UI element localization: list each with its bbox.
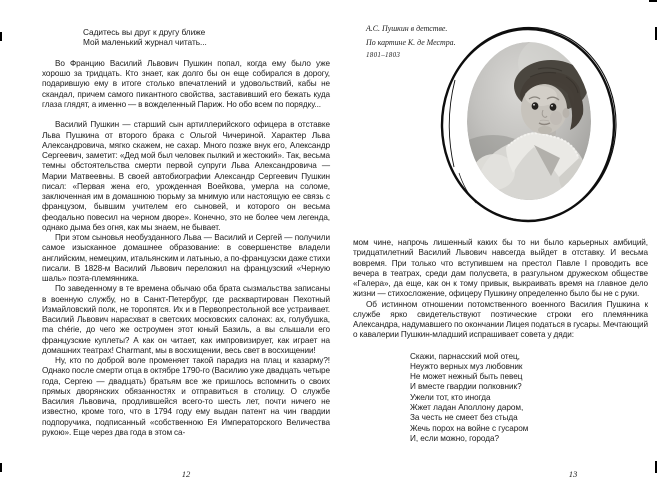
poem-line: За честь не смеет без стыда bbox=[410, 413, 518, 423]
poem-line: Жжет ладан Аполлону даром, bbox=[410, 402, 524, 412]
scan-artifact bbox=[0, 32, 2, 41]
paragraph: Ну, кто по доброй воле променяет такой парадиз на плац и казарму?! Однако после смерти отца в октябре 1790-го (Василию уже двадцать четыре года, Сергею — двадцать) братьям все же пришлось вспомнить о своих прямых дворянских обязанностях и отправиться в столицу. О службе Василия Львовича, продлившейся всего-то шесть лет, почти ничего не известно, кроме того, что в 1794 году ему выдан патент на чин гвардии подпоручика, подписанный «собственною Ея Императорского Величества рукою». Еще через два года в этом са- bbox=[42, 356, 330, 437]
page-left bbox=[42, 24, 330, 438]
paragraph: При этом сыновья необузданного Льва — Василий и Сергей — получили самое изысканное домашнее образование: в совершенстве владели английским, немецким, итальянским и латынью, а по-французски даже стихи писали. В 1828-м Василий Львович переложил на французский «Черную шаль» поэта-племянника. bbox=[42, 233, 330, 284]
poem-line: Не может нежный быть певец bbox=[410, 372, 523, 382]
paragraph: По заведенному в те времена обычаю оба брата сызмальства записаны в военную службу, но в Санкт-Петербург, где расквартирован Пехотный Измайловский полк, не торопятся. Их и в Первопрестольной все устраивает. Василий Львович нарасхват в светских московских салонах: ах, голубушка, ma chérie, до чего же остроумен этот юный Базиль, а вы слышали его французские куплеты? А как он читает, как импровизирует, как играет на домашних театрах! Charmant, мы в восхищении, весь свет в восхищении! bbox=[42, 284, 330, 355]
paragraph: Во Францию Василий Львович Пушкин попал, когда ему было уже хорошо за тридцать. Кто знает, как долго бы он еще собирался в дорогу, подарившую ему в итоге столько впечатлений и удовольствий, кабы не скандал, причем самого пикантного свойства, заставивший его бежать куда глаза глядят, а именно — в вожделенный Париж. Но обо всем по порядку... bbox=[42, 58, 330, 109]
paragraph: мом чине, напрочь лишенный каких бы то ни было карьерных амбиций, тридцатилетний Василий Львович навсегда выйдет в отставку. И весьма вовремя. При только что вступившем на престол Павле I проводить все вечера в театрах, среди дам полусвета, в разгульном дружеском обществе «Галера», да еще, как он к тому привык, выкраивать время на главное дело жизни — стихосложение, офицеру Пушкину определенно было бы не с руки. bbox=[353, 238, 648, 299]
page-number-right: 13 bbox=[568, 469, 578, 479]
poem-line: Жечь порох на войне с гусаром bbox=[410, 423, 529, 433]
page-number-left: 12 bbox=[181, 469, 191, 479]
poem-line: Скажи, парнасский мой отец, bbox=[410, 351, 520, 361]
poem-line: Ужели тот, кто иногда bbox=[410, 392, 491, 402]
poem-line: И, если можно, города? bbox=[410, 433, 499, 443]
scan-artifact bbox=[649, 0, 657, 2]
caption-line: По картине К. де Местра. bbox=[366, 37, 456, 47]
epigraph-line: Садитесь вы друг к другу ближе bbox=[83, 27, 206, 37]
poem-line: И вместе гвардии полковник? bbox=[410, 382, 522, 392]
pushkin-child-portrait bbox=[438, 25, 618, 225]
epigraph-line: Мой маленький журнал читать... bbox=[83, 37, 207, 48]
caption-line: А.С. Пушкин в детстве. bbox=[366, 24, 448, 33]
epigraph bbox=[83, 27, 330, 48]
page-right bbox=[353, 238, 648, 444]
poem-line: Неужто верных муз любовник bbox=[410, 361, 523, 371]
paragraph: Василий Пушкин — старший сын артиллерийского офицера в отставке Льва Пушкина от второго брака с Ольгой Чичериной. Характер Льва Александровича, мягко скажем, не сахар. Много позже внук его, Александр Сергеевич, заметит: «Дед мой был человек пылкий и жестокий». Так, весьма темны обстоятельства смерти первой супруги Льва Александровича — Марии Матвеевны. В своей автобиографии Александр Сергеевич Пушкин писал: «Первая жена его, урожденная Воейкова, умерла на соломе, заключенная им в домашнюю тюрьму за мнимую или настоящую ее связь с французом, бывшим учителем его сыновей, и которого он весьма феодально повесил на черном дворе». Конечно, это не более чем легенда, однако дыма без огня, как мы знаем, не бывает. bbox=[42, 120, 330, 232]
scan-artifact bbox=[0, 463, 2, 472]
caption-years: 1801–1803 bbox=[366, 51, 401, 59]
paragraph: Об истинном отношении потомственного военного Василия Пушкина к службе ярко свидетельствуют поэтические строки его племянника Александра, надумавшего по окончании Лицея податься в гусары. Мечтающий о кавалерии Пушкин-младший испрашивает совета у дяди: bbox=[353, 299, 648, 340]
poem bbox=[410, 352, 648, 445]
